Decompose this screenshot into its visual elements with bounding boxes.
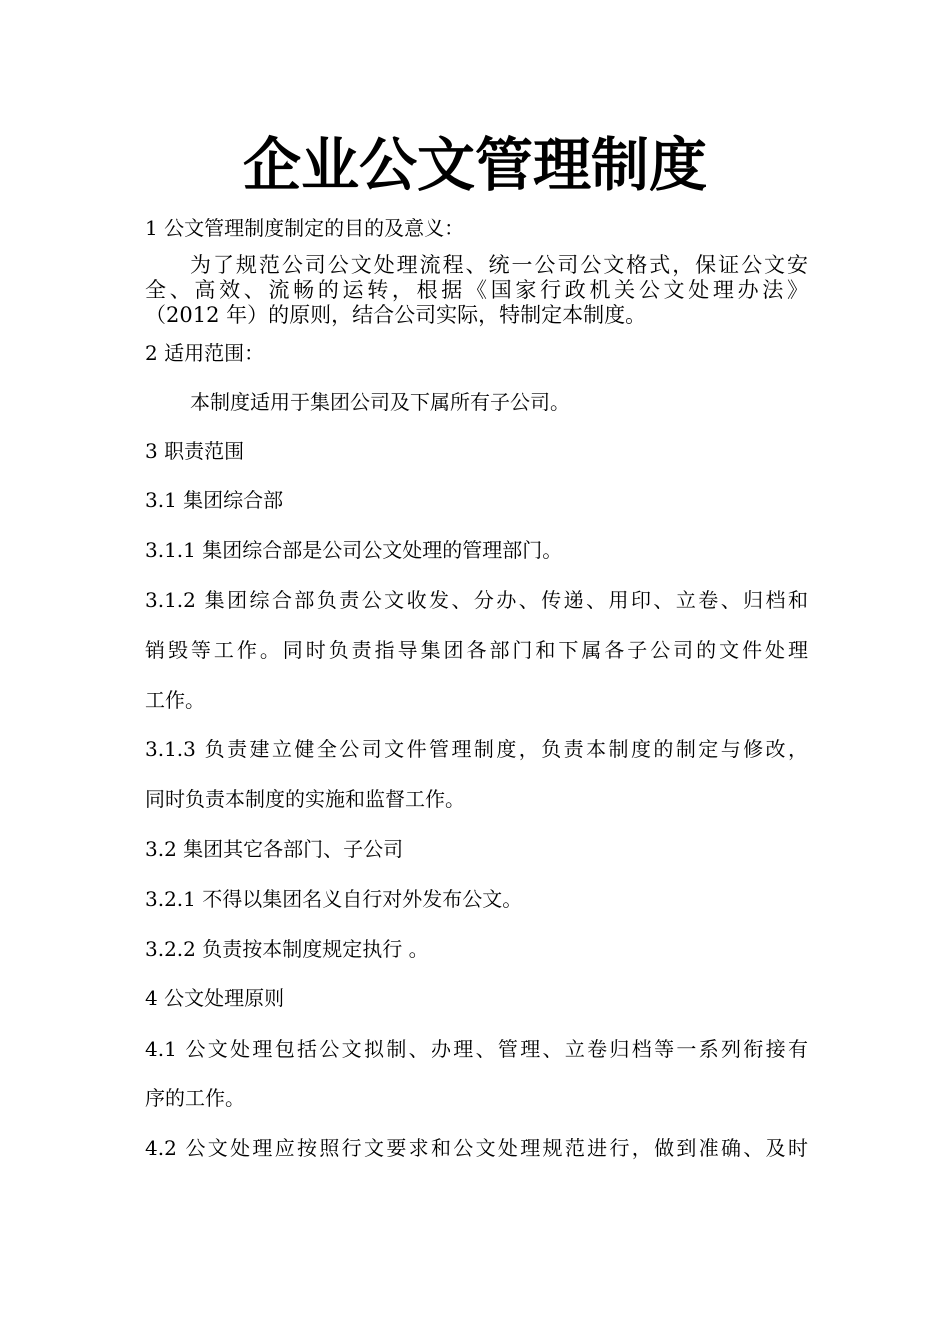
paragraph-line: 同时负责本制度的实施和监督工作。 — [145, 787, 465, 811]
section-heading-3: 3 职责范围 — [145, 439, 245, 463]
paragraph-line: 工作。 — [145, 688, 205, 712]
section-heading-1: 1 公文管理制度制定的目的及意义： — [145, 216, 465, 240]
clause-4-2: 4.2 公文处理应按照行文要求和公文处理规范进行，做到准确、及时 — [145, 1136, 808, 1160]
document-title: 企业公文管理制度 — [242, 131, 707, 199]
subsection-heading-3-1: 3.1 集团综合部 — [145, 488, 284, 512]
paragraph-line: 销毁等工作。同时负责指导集团各部门和下属各子公司的文件处理 — [145, 638, 808, 662]
subsection-heading-3-2: 3.2 集团其它各部门、子公司 — [145, 837, 404, 861]
paragraph-line: 本制度适用于集团公司及下属所有子公司。 — [190, 390, 570, 414]
clause-4-1: 4.1 公文处理包括公文拟制、办理、管理、立卷归档等一系列衔接有 — [145, 1037, 808, 1061]
clause-3-1-3: 3.1.3 负责建立健全公司文件管理制度，负责本制度的制定与修改， — [145, 737, 808, 761]
clause-3-1-1: 3.1.1 集团综合部是公司公文处理的管理部门。 — [145, 538, 563, 562]
paragraph-line: 序的工作。 — [145, 1086, 245, 1110]
section-heading-4: 4 公文处理原则 — [145, 986, 285, 1010]
paragraph-line: 为了规范公司公文处理流程、统一公司公文格式，保证公文安 — [190, 253, 808, 277]
section-heading-2: 2 适用范围： — [145, 341, 265, 365]
clause-3-2-2: 3.2.2 负责按本制度规定执行 。 — [145, 937, 429, 961]
clause-3-1-2: 3.1.2 集团综合部负责公文收发、分办、传递、用印、立卷、归档和 — [145, 588, 808, 612]
paragraph-line: （2012 年）的原则，结合公司实际，特制定本制度。 — [145, 303, 647, 327]
clause-3-2-1: 3.2.1 不得以集团名义自行对外发布公文。 — [145, 887, 523, 911]
paragraph-line: 全、高效、流畅的运转，根据《国家行政机关公文处理办法》 — [145, 278, 808, 302]
